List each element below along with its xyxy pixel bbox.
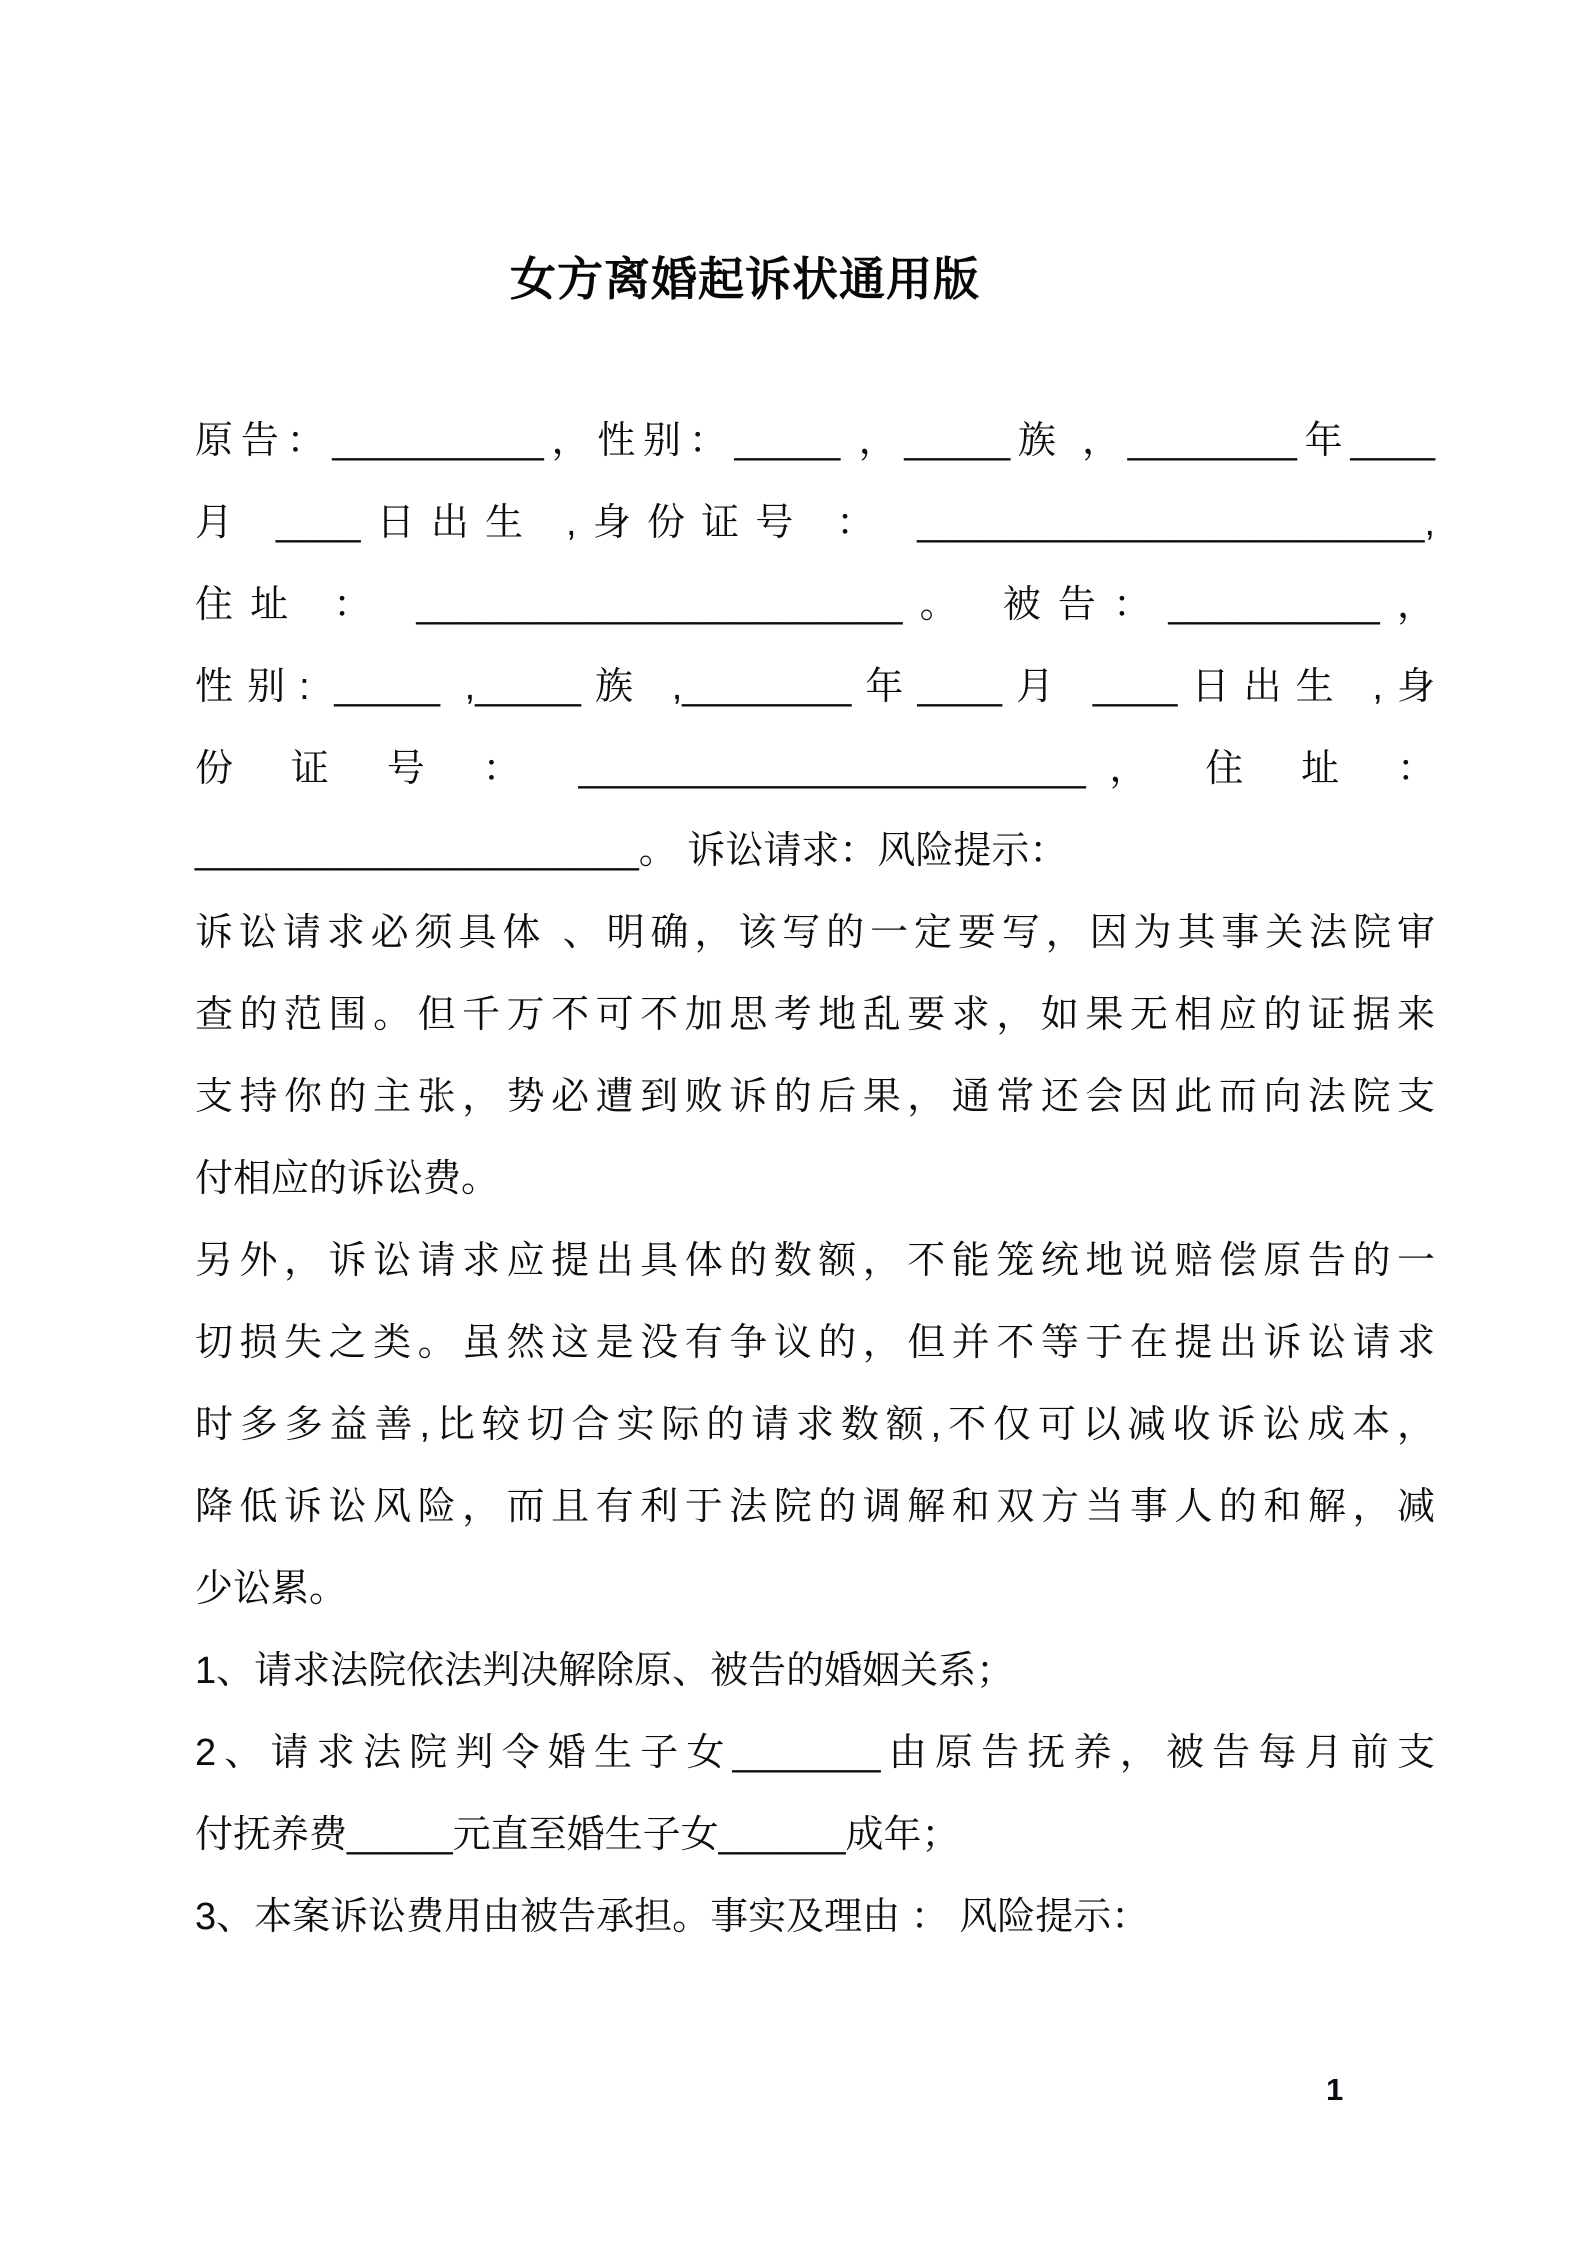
body-line: 付相应的诉讼费。	[195, 1158, 500, 1200]
body-line: 月 ____日出生 ,身份证号 ： ________________________,	[195, 502, 1435, 544]
body-line: 时多多益善,比较切合实际的请求数额,不仅可以减收诉讼成本，	[195, 1404, 1435, 1446]
body-line: 诉讼请求必须具体 、明确，该写的一定要写，因为其事关法院审	[195, 912, 1435, 954]
body-line: 原告：__________，性别：_____ ，_____族 ，________年____	[195, 420, 1435, 462]
page-number: 1	[1326, 2072, 1344, 2107]
body-line: 3、本案诉讼费用由被告承担。事实及理由 ： 风险提示：	[195, 1896, 1150, 1938]
body-line: 2、请求法院判令婚生子女_______由原告抚养，被告每月前支	[195, 1732, 1435, 1774]
body-line: _____________________。 诉讼请求：风险提示：	[195, 830, 1068, 872]
body-line: 性别: _____ ,_____族 ,________年____月 ____日出生 ,身	[195, 666, 1435, 708]
body-line: 少讼累。	[195, 1568, 348, 1610]
document-body	[195, 400, 1435, 1958]
body-line: 切损失之类。虽然这是没有争议的，但并不等于在提出诉讼请求	[195, 1322, 1435, 1364]
body-line: 付抚养费_____元直至婚生子女______成年；	[195, 1814, 960, 1856]
body-line: 支持你的主张，势必遭到败诉的后果，通常还会因此而向法院支	[195, 1076, 1435, 1118]
body-line: 另外，诉讼请求应提出具体的数额，不能笼统地说赔偿原告的一	[195, 1240, 1435, 1282]
body-line: 住址 ： _______________________。 被告：__________，	[195, 584, 1435, 626]
body-line: 查的范围。但千万不可不加思考地乱要求，如果无相应的证据来	[195, 994, 1435, 1036]
document-title: 女方离婚起诉状通用版	[510, 252, 980, 305]
body-line: 1、请求法院依法判决解除原、被告的婚姻关系；	[195, 1650, 1015, 1692]
body-line: 降低诉讼风险，而且有利于法院的调解和双方当事人的和解，减	[195, 1486, 1435, 1528]
body-line: 份 证 号 ： ________________________， 住 址 ：	[195, 748, 1435, 790]
